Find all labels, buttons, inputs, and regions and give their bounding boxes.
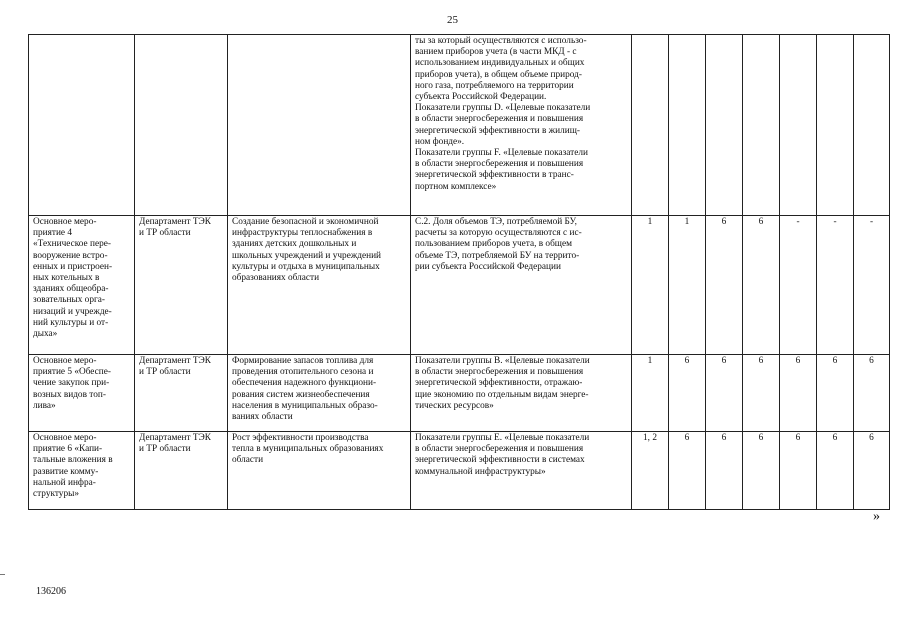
result-cell: Создание безопасной и экономичной инфраструктуры теплоснабжения в зданиях детских дошкольных и школьных учреждений и учреждений культуры и отдыха в муниципальных образованиях области xyxy=(228,216,411,355)
value-cell: 6 xyxy=(854,355,890,432)
value-cell: 1 xyxy=(632,216,669,355)
value-cell: 1 xyxy=(669,216,706,355)
value-cell: - xyxy=(780,216,817,355)
table-row xyxy=(29,355,890,432)
value-cell: 6 xyxy=(706,355,743,432)
indicators-cell: Показатели группы Е. «Целевые показатели в области энергосбережения и повышения энергетической эффективности в системах коммунальной инфраструктуры» xyxy=(411,432,632,510)
table-row xyxy=(29,432,890,510)
activity-cell: Основное меро- приятие 4 «Техническое пере- вооружение встро- енных и пристроен- ных котельных в зданиях общеобра- зовательных орга- низаций и учрежде- ний культуры и от- дыха» xyxy=(29,216,135,355)
executor-cell: Департамент ТЭК и ТР области xyxy=(135,216,228,355)
margin-mark xyxy=(0,574,5,575)
executor-cell: Департамент ТЭК и ТР области xyxy=(135,432,228,510)
value-cell: 1 xyxy=(632,355,669,432)
activity-cell xyxy=(29,35,135,216)
value-cell: 6 xyxy=(854,432,890,510)
activity-cell: Основное меро- приятие 5 «Обеспе- чение закупок при- возных видов топ- лива» xyxy=(29,355,135,432)
value-cell xyxy=(669,35,706,216)
result-cell: Формирование запасов топлива для проведения отопительного сезона и обеспечения надежного функциони- рования систем жизнеобеспечения населения в муниципальных образо- ваниях области xyxy=(228,355,411,432)
indicators-cell: ты за который осуществляются с использо- ванием приборов учета (в части МКД - с использованием индивидуальных и общих приборов учета), в общем объеме природ- ного газа, потребляемого на территории субъекта Российской Федерации. Показатели группы D. «Целевые показатели в области энергосбережения и повышения энергетической эффективности в жилищ- ном фонде». Показатели группы F. «Целевые показатели в области энергосбережения и повышения энергетической эффективности в транс- портном комплексе» xyxy=(411,35,632,216)
value-cell xyxy=(706,35,743,216)
executor-cell xyxy=(135,35,228,216)
document-code: 136206 xyxy=(36,586,66,597)
executor-cell: Департамент ТЭК и ТР области xyxy=(135,355,228,432)
value-cell: 6 xyxy=(706,216,743,355)
table-row xyxy=(29,216,890,355)
table-row xyxy=(29,35,890,216)
value-cell: 6 xyxy=(743,432,780,510)
value-cell xyxy=(632,35,669,216)
value-cell: 6 xyxy=(743,216,780,355)
value-cell: 6 xyxy=(669,355,706,432)
indicators-cell: Показатели группы В. «Целевые показатели в области энергосбережения и повышения энергетической эффективности, отражаю- щие экономию по отдельным видам энерге- тических ресурсов» xyxy=(411,355,632,432)
measures-table-body xyxy=(29,35,890,510)
value-cell xyxy=(743,35,780,216)
value-cell xyxy=(817,35,854,216)
value-cell: - xyxy=(854,216,890,355)
value-cell: 6 xyxy=(817,355,854,432)
result-cell: Рост эффективности производства тепла в муниципальных образованиях области xyxy=(228,432,411,510)
value-cell: 1, 2 xyxy=(632,432,669,510)
value-cell: 6 xyxy=(780,432,817,510)
page-number: 25 xyxy=(447,14,458,26)
result-cell xyxy=(228,35,411,216)
value-cell: 6 xyxy=(669,432,706,510)
value-cell xyxy=(854,35,890,216)
value-cell: 6 xyxy=(780,355,817,432)
value-cell xyxy=(780,35,817,216)
activity-cell: Основное меро- приятие 6 «Капи- тальные вложения в развитие комму- нальной инфра- структуры» xyxy=(29,432,135,510)
measures-table xyxy=(28,34,890,510)
value-cell: 6 xyxy=(743,355,780,432)
value-cell: 6 xyxy=(817,432,854,510)
indicators-cell: С.2. Доля объемов ТЭ, потребляемой БУ, расчеты за которую осуществляются с ис- пользованием приборов учета, в общем объеме ТЭ, потребляемой БУ на террито- рии субъекта Российской Федерации xyxy=(411,216,632,355)
value-cell: - xyxy=(817,216,854,355)
value-cell: 6 xyxy=(706,432,743,510)
closing-quote-mark: » xyxy=(873,509,880,524)
